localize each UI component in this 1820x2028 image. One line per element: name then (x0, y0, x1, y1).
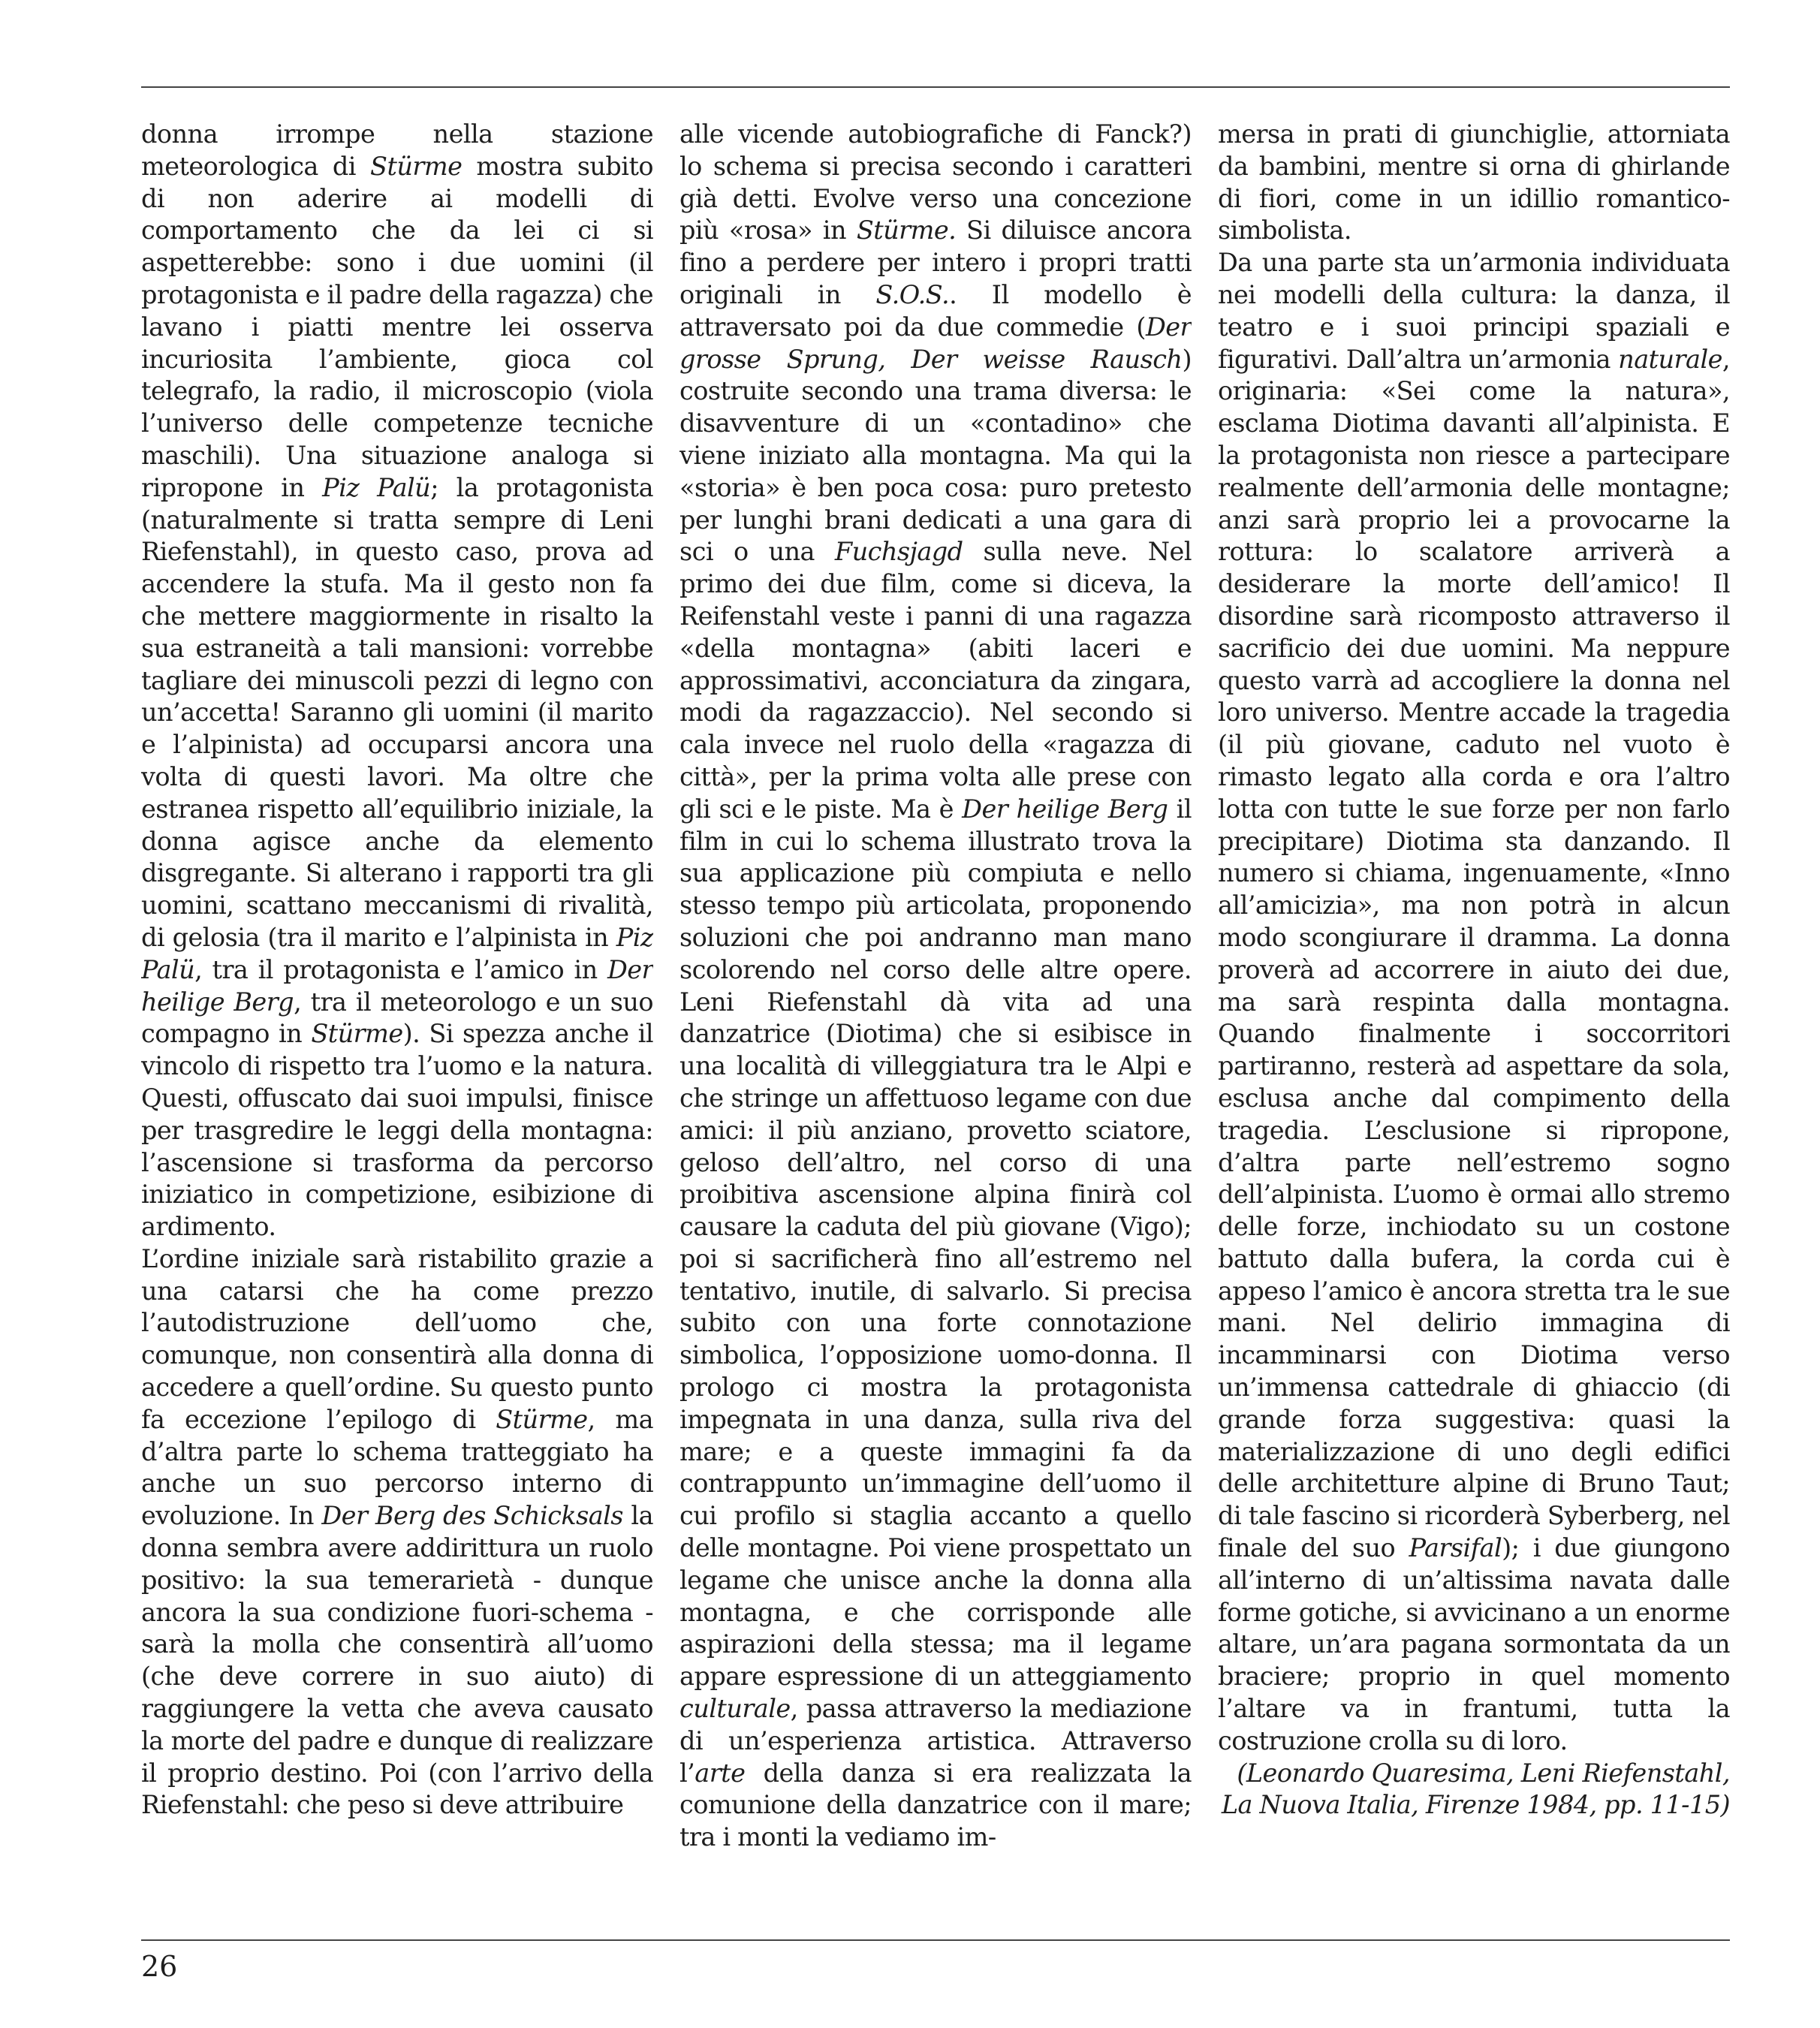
paragraph: L’ordine iniziale sarà ristabilito grazie a una catarsi che ha come prezzo l’autodistruzione dell’uomo che, comunque, non consentirà alla donna di accedere a quell’ordine. Su questo punto fa eccezione l’epilogo di Stürme, ma d’altra parte lo schema tratteggiato ha anche un suo percorso interno di evoluzione. In Der Berg des Schicksals la donna sembra avere addirittura un ruolo positivo: la sua temerarietà - dunque ancora la sua condizione fuori-schema - sarà la molla che consentirà all’uomo (che deve correre in suo aiuto) di raggiungere la vetta che aveva causato la morte del padre e dunque di realizzare il proprio destino. Poi (con l’arrivo della Riefenstahl: che peso si deve attribuire (141, 1243, 653, 1820)
page-number: 26 (141, 1950, 178, 1983)
paragraph: Da una parte sta un’armonia individuata nei modelli della cultura: la danza, il teatro e i suoi principi spaziali e figurativi. Dall’altra un’armonia naturale, originaria: «Sei come la natura», esclama Diotima davanti all’alpinista. E la protagonista non riesce a partecipare realmente dell’armonia delle montagne; anzi sarà proprio lei a provocarne la rottura: lo scalatore arriverà a desiderare la morte dell’amico! Il disordine sarà ricomposto attraverso il sacrificio dei due uomini. Ma neppure questo varrà ad accogliere la donna nel loro universo. Mentre accade la tragedia (il più giovane, caduto nel vuoto è rimasto legato alla corda e ora l’altro lotta con tutte le sue forze per non farlo precipitare) Diotima sta danzando. Il numero si chiama, ingenuamente, «Inno all’amicizia», ma non potrà in alcun modo scongiurare il dramma. La donna proverà ad accorrere in aiuto dei due, ma sarà respinta dalla montagna. Quando finalmente i soccorritori partiranno, resterà ad aspettare da sola, esclusa anche dal compimento della tragedia. L’esclusione si ripropone, d’altra parte nell’estremo sogno dell’alpinista. L’uomo è ormai allo stremo delle forze, inchiodato su un costone battuto dalla bufera, la corda cui è appeso l’amico è ancora stretta tra le sue mani. Nel delirio immagina di incamminarsi con Diotima verso un’immensa cattedrale di ghiaccio (di grande forza suggestiva: quasi la materializzazione di uno degli edifici delle architetture alpine di Bruno Taut; di tale fascino si ricorderà Syberberg, nel finale del suo Parsifal); i due giungono all’interno di un’altissima navata dalle forme gotiche, si avvicinano a un enorme altare, un’ara pagana sormontata da un braciere; proprio in quel momento l’altare va in frantumi, tutta la costruzione crolla su di loro. (1218, 248, 1730, 1755)
source-citation: (Leonardo Quaresima, Leni Riefenstahl, La Nuova Italia, Firenze 1984, pp. 11-15) (1221, 1758, 1730, 1820)
text-column-2 (679, 119, 1192, 1891)
text-column-3 (1218, 119, 1730, 1891)
text-column-1 (141, 119, 653, 1891)
paragraph: mersa in prati di giunchiglie, attorniata da bambini, mentre si orna di ghirlande di fiori, come in un idillio romantico-simbolista. (1218, 119, 1730, 246)
paragraph: donna irrompe nella stazione meteorologica di Stürme mostra subito di non aderire ai modelli di comportamento che da lei ci si aspetterebbe: sono i due uomini (il protagonista e il padre della ragazza) che lavano i piatti mentre lei osserva incuriosita l’ambiente, gioca col telegrafo, la radio, il microscopio (viola l’universo delle competenze tecniche maschili). Una situazione analoga si ripropone in Piz Palü; la protagonista (naturalmente si tratta sempre di Leni Riefenstahl), in questo caso, prova ad accendere la stufa. Ma il gesto non fa che mettere maggiormente in risalto la sua estraneità a tali mansioni: vorrebbe tagliare dei minuscoli pezzi di legno con un’accetta! Saranno gli uomini (il marito e l’alpinista) ad occuparsi ancora una volta di questi lavori. Ma oltre che estranea rispetto all’equilibrio iniziale, la donna agisce anche da elemento disgregante. Si alterano i rapporti tra gli uomini, scattano meccanismi di rivalità, di gelosia (tra il marito e l’alpinista in Piz Palü, tra il protagonista e l’amico in Der heilige Berg, tra il meteorologo e un suo compagno in Stürme). Si spezza anche il vincolo di rispetto tra l’uomo e la natura. Questi, offuscato dai suoi impulsi, finisce per trasgredire le leggi della montagna: l’ascensione si trasforma da percorso iniziatico in competizione, esibizione di ardimento. (141, 119, 653, 1242)
top-rule (141, 86, 1730, 88)
article-body (141, 119, 1730, 1891)
bottom-rule (141, 1939, 1730, 1941)
paragraph: alle vicende autobiografiche di Fanck?) lo schema si precisa secondo i caratteri già detti. Evolve verso una concezione più «rosa» in Stürme. Si diluisce ancora fino a perdere per intero i propri tratti originali in S.O.S.. Il modello è attraversato poi da due commedie (Der grosse Sprung, Der weisse Rausch) costruite secondo una trama diversa: le disavventure di un «contadino» che viene iniziato alla montagna. Ma qui la «storia» è ben poca cosa: puro pretesto per lunghi brani dedicati a una gara di sci o una Fuchsjagd sulla neve. Nel primo dei due film, come si diceva, la Reifenstahl veste i panni di una ragazza «della montagna» (abiti laceri e approssimativi, acconciatura da zingara, modi da ragazzaccio). Nel secondo si cala invece nel ruolo della «ragazza di città», per la prima volta alle prese con gli sci e le piste. Ma è Der heilige Berg il film in cui lo schema illustrato trova la sua applicazione più compiuta e nello stesso tempo più articolata, proponendo soluzioni che poi andranno man mano scolorendo nel corso delle altre opere. Leni Riefenstahl dà vita ad una danzatrice (Diotima) che si esibisce in una località di villeggiatura tra le Alpi e che stringe un affettuoso legame con due amici: il più anziano, provetto sciatore, geloso dell’altro, nel corso di una proibitiva ascensione alpina finirà col causare la caduta del più giovane (Vigo); poi si sacrificherà fino all’estremo nel tentativo, inutile, di salvarlo. Si precisa subito con una forte connotazione simbolica, l’opposizione uomo-donna. Il prologo ci mostra la protagonista impegnata in una danza, sulla riva del mare; e a queste immagini fa da contrappunto un’immagine dell’uomo il cui profilo si staglia accanto a quello delle montagne. Poi viene prospettato un legame che unisce anche la donna alla montagna, e che corrisponde alle aspirazioni della stessa; ma il legame appare espressione di un atteggiamento culturale, passa attraverso la mediazione di un’esperienza artistica. Attraverso l’arte della danza si era realizzata la comunione della danzatrice con il mare; tra i monti la vediamo im- (679, 119, 1192, 1852)
